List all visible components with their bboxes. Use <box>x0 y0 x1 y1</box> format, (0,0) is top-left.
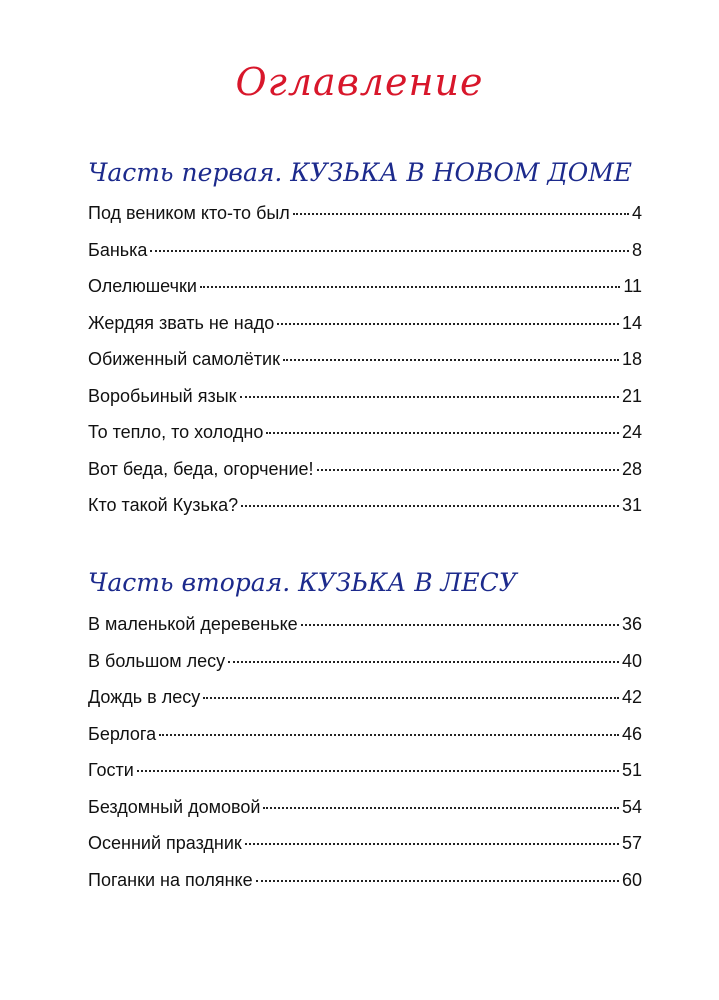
page-title: Оглавление <box>235 60 484 104</box>
toc-entry-title: Берлога <box>88 723 157 744</box>
toc-entry[interactable] <box>88 760 642 797</box>
toc-entry-page-number: 24 <box>621 422 642 442</box>
part-heading-2: Часть вторая. КУЗЬКА В ЛЕСУ <box>88 568 517 597</box>
toc-entry[interactable] <box>88 495 642 532</box>
toc-entry-page-number: 8 <box>631 239 642 260</box>
dot-leader <box>293 213 629 215</box>
dot-leader <box>203 697 619 699</box>
toc-entry[interactable] <box>88 276 642 313</box>
dot-leader <box>245 843 619 845</box>
toc-entry[interactable] <box>88 870 642 907</box>
dot-leader <box>240 396 619 398</box>
dot-leader <box>283 359 619 361</box>
dot-leader <box>266 432 619 434</box>
toc-entry-title: Обиженный самолётик <box>88 349 280 369</box>
toc-entry-page-number: 28 <box>621 458 642 479</box>
toc-entry-page-number: 4 <box>631 203 642 223</box>
toc-entry[interactable] <box>88 422 642 459</box>
toc-entry-title: Кто такой Кузька? <box>88 495 239 515</box>
toc-entry[interactable] <box>88 349 642 386</box>
toc-entry[interactable] <box>88 313 642 350</box>
toc-entry[interactable] <box>88 459 642 496</box>
dot-leader <box>150 250 629 252</box>
toc-entry-title: В маленькой деревеньке <box>88 614 298 634</box>
toc-entry[interactable] <box>88 833 642 870</box>
toc-entry-title: Под веником кто-то был <box>88 203 290 223</box>
part-heading-1: Часть первая. КУЗЬКА В НОВОМ ДОМЕ <box>88 158 633 187</box>
toc-entry-page-number: 18 <box>621 349 642 369</box>
toc-entry[interactable] <box>88 724 642 761</box>
toc-entry[interactable] <box>88 797 642 834</box>
toc-entry-title: Поганки на полянке <box>88 869 253 890</box>
toc-entry-page-number: 21 <box>621 385 642 406</box>
dot-leader <box>200 286 620 288</box>
toc-entry[interactable] <box>88 203 642 240</box>
dot-leader <box>277 323 619 325</box>
toc-entry-title: В большом лесу <box>88 650 226 671</box>
toc-list-part-1 <box>88 203 642 532</box>
toc-list-part-2 <box>88 614 642 906</box>
toc-entry-title: Жердяя звать не надо <box>88 312 275 333</box>
toc-entry[interactable] <box>88 386 642 423</box>
toc-entry[interactable] <box>88 240 642 277</box>
dot-leader <box>228 661 619 663</box>
dot-leader <box>137 770 619 772</box>
toc-entry-title: Бездомный домовой <box>88 796 261 817</box>
toc-entry-page-number: 54 <box>621 796 642 817</box>
dot-leader <box>317 469 619 471</box>
toc-entry-page-number: 40 <box>621 650 642 671</box>
toc-entry-page-number: 36 <box>621 614 642 634</box>
toc-entry-title: Осенний праздник <box>88 833 242 853</box>
dot-leader <box>263 807 619 809</box>
toc-entry-title: Банька <box>88 239 148 260</box>
toc-entry-page-number: 11 <box>623 276 642 296</box>
toc-entry-title: То тепло, то холодно <box>88 422 264 442</box>
toc-entry[interactable] <box>88 651 642 688</box>
dot-leader <box>256 880 619 882</box>
toc-entry-title: Воробьиный язык <box>88 385 237 406</box>
toc-entry-page-number: 46 <box>621 723 642 744</box>
toc-entry-page-number: 51 <box>621 760 642 780</box>
toc-entry-page-number: 57 <box>621 833 642 853</box>
toc-entry-title: Олелюшечки <box>88 276 197 296</box>
toc-entry-title: Вот беда, беда, огорчение! <box>88 458 314 479</box>
toc-entry-title: Гости <box>88 760 134 780</box>
toc-entry-page-number: 14 <box>621 312 642 333</box>
dot-leader <box>301 624 619 626</box>
toc-entry[interactable] <box>88 614 642 651</box>
toc-entry-page-number: 31 <box>621 495 642 515</box>
toc-entry[interactable] <box>88 687 642 724</box>
toc-entry-page-number: 60 <box>621 869 642 890</box>
dot-leader <box>241 505 619 507</box>
toc-entry-page-number: 42 <box>621 687 642 707</box>
toc-entry-title: Дождь в лесу <box>88 687 201 707</box>
dot-leader <box>159 734 619 736</box>
